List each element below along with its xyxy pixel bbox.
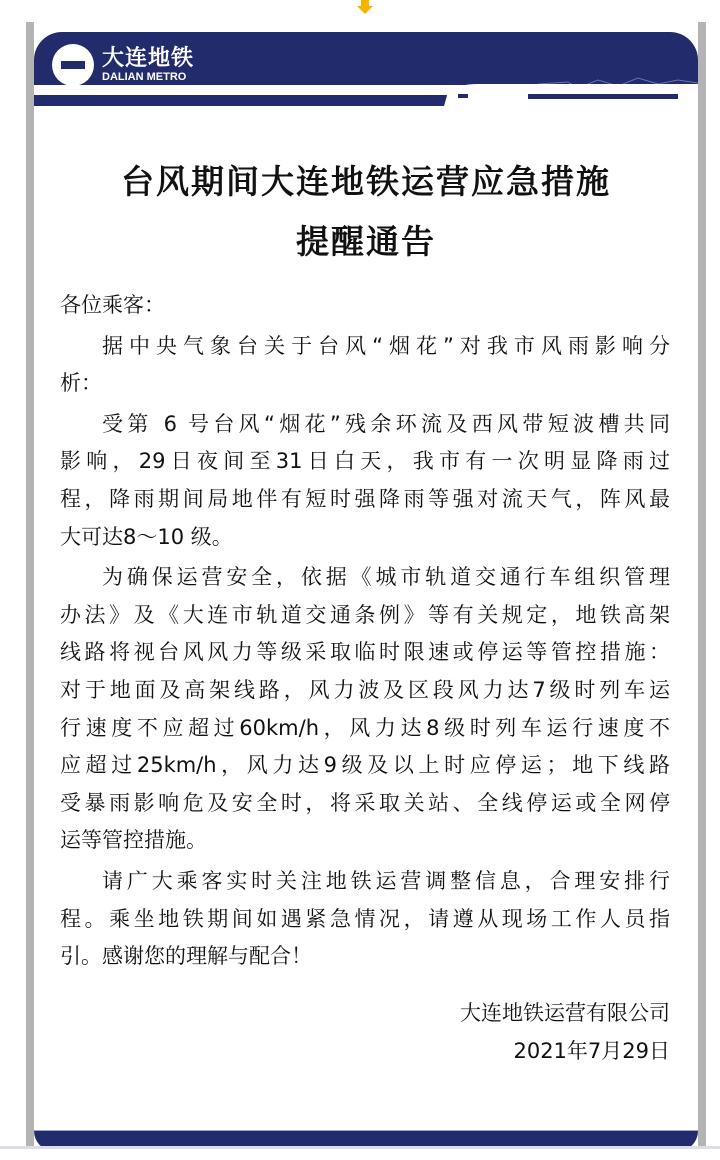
dalian-metro-logo — [52, 44, 194, 86]
body-line: 大可达8～10 级。 — [60, 524, 233, 549]
body-line: 办法》及《大连市轨道交通条例》等有关规定，地铁高架 — [60, 602, 670, 627]
signature-date: 2021年7月29日 — [513, 1039, 670, 1063]
notice-title-line-2: 提醒通告 — [296, 222, 436, 261]
body-line: 线路将视台风风力等级采取临时限速或停运等管控措施： — [60, 640, 670, 665]
body-line: 引。感谢您的理解与配合！ — [60, 944, 312, 969]
body-line: 对于地面及高架线路，风力波及区段风力达7级时列车运 — [60, 677, 670, 702]
body-line: 受第 6 号台风“烟花”残余环流及西风带短波槽共同 — [102, 411, 670, 436]
page-divider — [0, 1146, 720, 1149]
body-line: 据中央气象台关于台风“烟花”对我市风雨影响分 — [102, 333, 670, 358]
notice-title-line-1: 台风期间大连地铁运营应急措施 — [121, 162, 611, 201]
signature-company: 大连地铁运营有限公司 — [460, 1001, 670, 1025]
body-line: 受暴雨影响危及安全时，将采取关站、全线停运或全网停 — [60, 790, 670, 815]
body-line: 应超过25km/h，风力达9级及以上时应停运；地下线路 — [60, 753, 670, 778]
logo-cn: 大连地铁 — [102, 45, 195, 71]
body-line: 行速度不应超过60km/h，风力达8级时列车运行速度不 — [60, 715, 670, 740]
body-line: 程，降雨期间局地伴有短时强降雨等强对流天气，阵风最 — [60, 486, 670, 511]
arrow-down-icon — [356, 0, 374, 14]
notice-body — [60, 287, 670, 976]
body-line: 运等管控措施。 — [60, 828, 207, 853]
body-line: 请广大乘客实时关注地铁运营调整信息，合理安排行 — [102, 868, 670, 893]
body-line: 影响，29日夜间至31日白天，我市有一次明显降雨过 — [60, 449, 670, 474]
body-line: 程。乘坐地铁期间如遇紧急情况，请遵从现场工作人员指 — [60, 906, 670, 931]
footer-bar — [34, 1130, 698, 1146]
train-icon — [438, 74, 698, 108]
body-line: 为确保运营安全，依据《城市轨道交通行车组织管理 — [102, 565, 670, 590]
body-line: 析： — [60, 371, 102, 396]
notice-sheet — [34, 22, 698, 1146]
salutation: 各位乘客： — [60, 293, 165, 317]
logo-en: DALIAN METRO — [102, 70, 187, 83]
metro-logo-icon — [52, 44, 94, 86]
